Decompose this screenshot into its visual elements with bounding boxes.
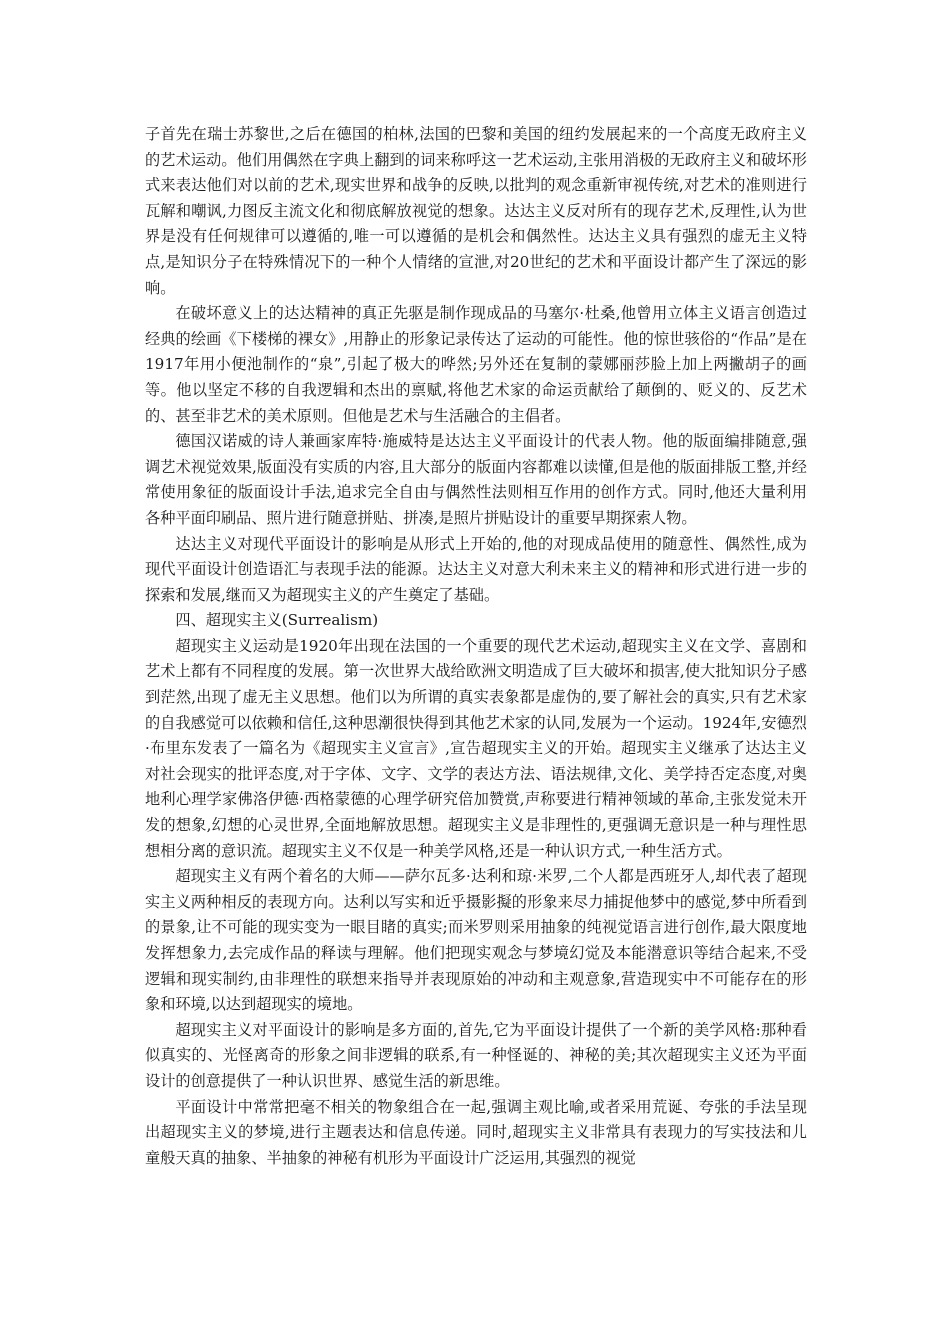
- paragraph-dada-intro: 子首先在瑞士苏黎世,之后在德国的柏林,法国的巴黎和美国的纽约发展起来的一个高度无政府主义的艺术运动。他们用偶然在字典上翻到的词来称呼这一艺术运动,主张用消极的无政府主义和破坏形式来表达他们对以前的艺术,现实世界和战争的反映,以批判的观念重新审视传统,对艺术的准则进行瓦解和嘲讽,力图反主流文化和彻底解放视觉的想象。达达主义反对所有的现存艺术,反理性,认为世界是没有任何规律可以遵循的,唯一可以遵循的是机会和偶然性。达达主义具有强烈的虚无主义特点,是知识分子在特殊情况下的一种个人情绪的宣泄,对20世纪的艺术和平面设计都产生了深远的影响。: [145, 125, 807, 297]
- paragraph-dali-miro: 超现实主义有两个着名的大师——萨尔瓦多·达利和琼·米罗,二个人都是西班牙人,却代表了超现实主义两种相反的表现方向。达利以写实和近乎摄影擬的形象来尽力捕捉他梦中的感觉,梦中所看到的景象,让不可能的现实变为一眼目睹的真实;而米罗则采用抽象的纯视觉语言进行创作,最大限度地发挥想象力,去完成作品的释读与理解。他们把现实观念与梦境幻觉及本能潜意识等结合起来,不受逻辑和现实制约,由非理性的联想来指导并表现原始的冲动和主观意象,营造现实中不可能存在的形象和环境,以达到超现实的境地。: [145, 867, 807, 1014]
- paragraph-surrealism-influence: 超现实主义对平面设计的影响是多方面的,首先,它为平面设计提供了一个新的美学风格:那种看似真实的、光怪离奇的形象之间非逻辑的联系,有一种怪诞的、神秘的美;其次超现实主义还为平面设计的创意提供了一种认识世界、感觉生活的新思维。: [145, 1020, 807, 1090]
- document-page: [145, 122, 807, 1171]
- paragraph-duchamp: 在破坏意义上的达达精神的真正先驱是制作现成品的马塞尔·杜桑,他曾用立体主义语言创造过经典的绘画《下楼梯的裸女》,用静止的形象记录传达了运动的可能性。他的惊世骇俗的“作品”是在1917年用小便池制作的“泉”,引起了极大的哗然;另外还在复制的蒙娜丽莎脸上加上两撇胡子的画等。他以坚定不移的自我逻辑和杰出的禀赋,将他艺术家的命运贡献给了颠倒的、贬义的、反艺术的、甚至非艺术的美术原则。但他是艺术与生活融合的主倡者。: [145, 304, 807, 425]
- section-heading-surrealism: 四、超现实主义(Surrealism): [175, 611, 379, 630]
- paragraph-graphic-design: 平面设计中常常把毫不相关的物象组合在一起,强调主观比喻,或者采用荒诞、夸张的手法呈现出超现实主义的梦境,进行主题表达和信息传递。同时,超现实主义非常具有表现力的写实技法和儿童般天真的抽象、半抽象的神秘有机形为平面设计广泛运用,其强烈的视觉: [145, 1097, 807, 1167]
- paragraph-surrealism-movement: 超现实主义运动是1920年出现在法国的一个重要的现代艺术运动,超现实主义在文学、喜剧和艺术上都有不同程度的发展。第一次世界大战给欧洲文明造成了巨大破坏和损害,使大批知识分子感到茫然,出现了虚无主义思想。他们以为所谓的真实表象都是虚伪的,要了解社会的真实,只有艺术家的自我感觉可以依赖和信任,这种思潮很快得到其他艺术家的认同,发展为一个运动。1924年,安德烈·布里东发表了一篇名为《超现实主义宣言》,宣告超现实主义的开始。超现实主义继承了达达主义对社会现实的批评态度,对于字体、文字、文学的表达方法、语法规律,文化、美学持否定态度,对奥地利心理学家佛洛伊德·西格蒙德的心理学研究倍加赞赏,声称要进行精神领域的革命,主张发觉未开发的想象,幻想的心灵世界,全面地解放思想。超现实主义是非理性的,更强调无意识是一种与理性思想相分离的意识流。超现实主义不仅是一种美学风格,还是一种认识方式,一种生活方式。: [145, 636, 807, 860]
- paragraph-dada-influence: 达达主义对现代平面设计的影响是从形式上开始的,他的对现成品使用的随意性、偶然性,成为现代平面设计创造语汇与表现手法的能源。达达主义对意大利未来主义的精神和形式进行进一步的探索和发展,继而又为超现实主义的产生奠定了基础。: [145, 534, 807, 604]
- paragraph-schwitters: 德国汉诺威的诗人兼画家库特·施威特是达达主义平面设计的代表人物。他的版面编排随意,强调艺术视觉效果,版面没有实质的内容,且大部分的版面内容都难以读懂,但是他的版面排版工整,并经常使用象征的版面设计手法,追求完全自由与偶然性法则相互作用的创作方式。同时,他还大量利用各种平面印刷品、照片进行随意拼贴、拼凑,是照片拼贴设计的重要早期探索人物。: [145, 432, 807, 527]
